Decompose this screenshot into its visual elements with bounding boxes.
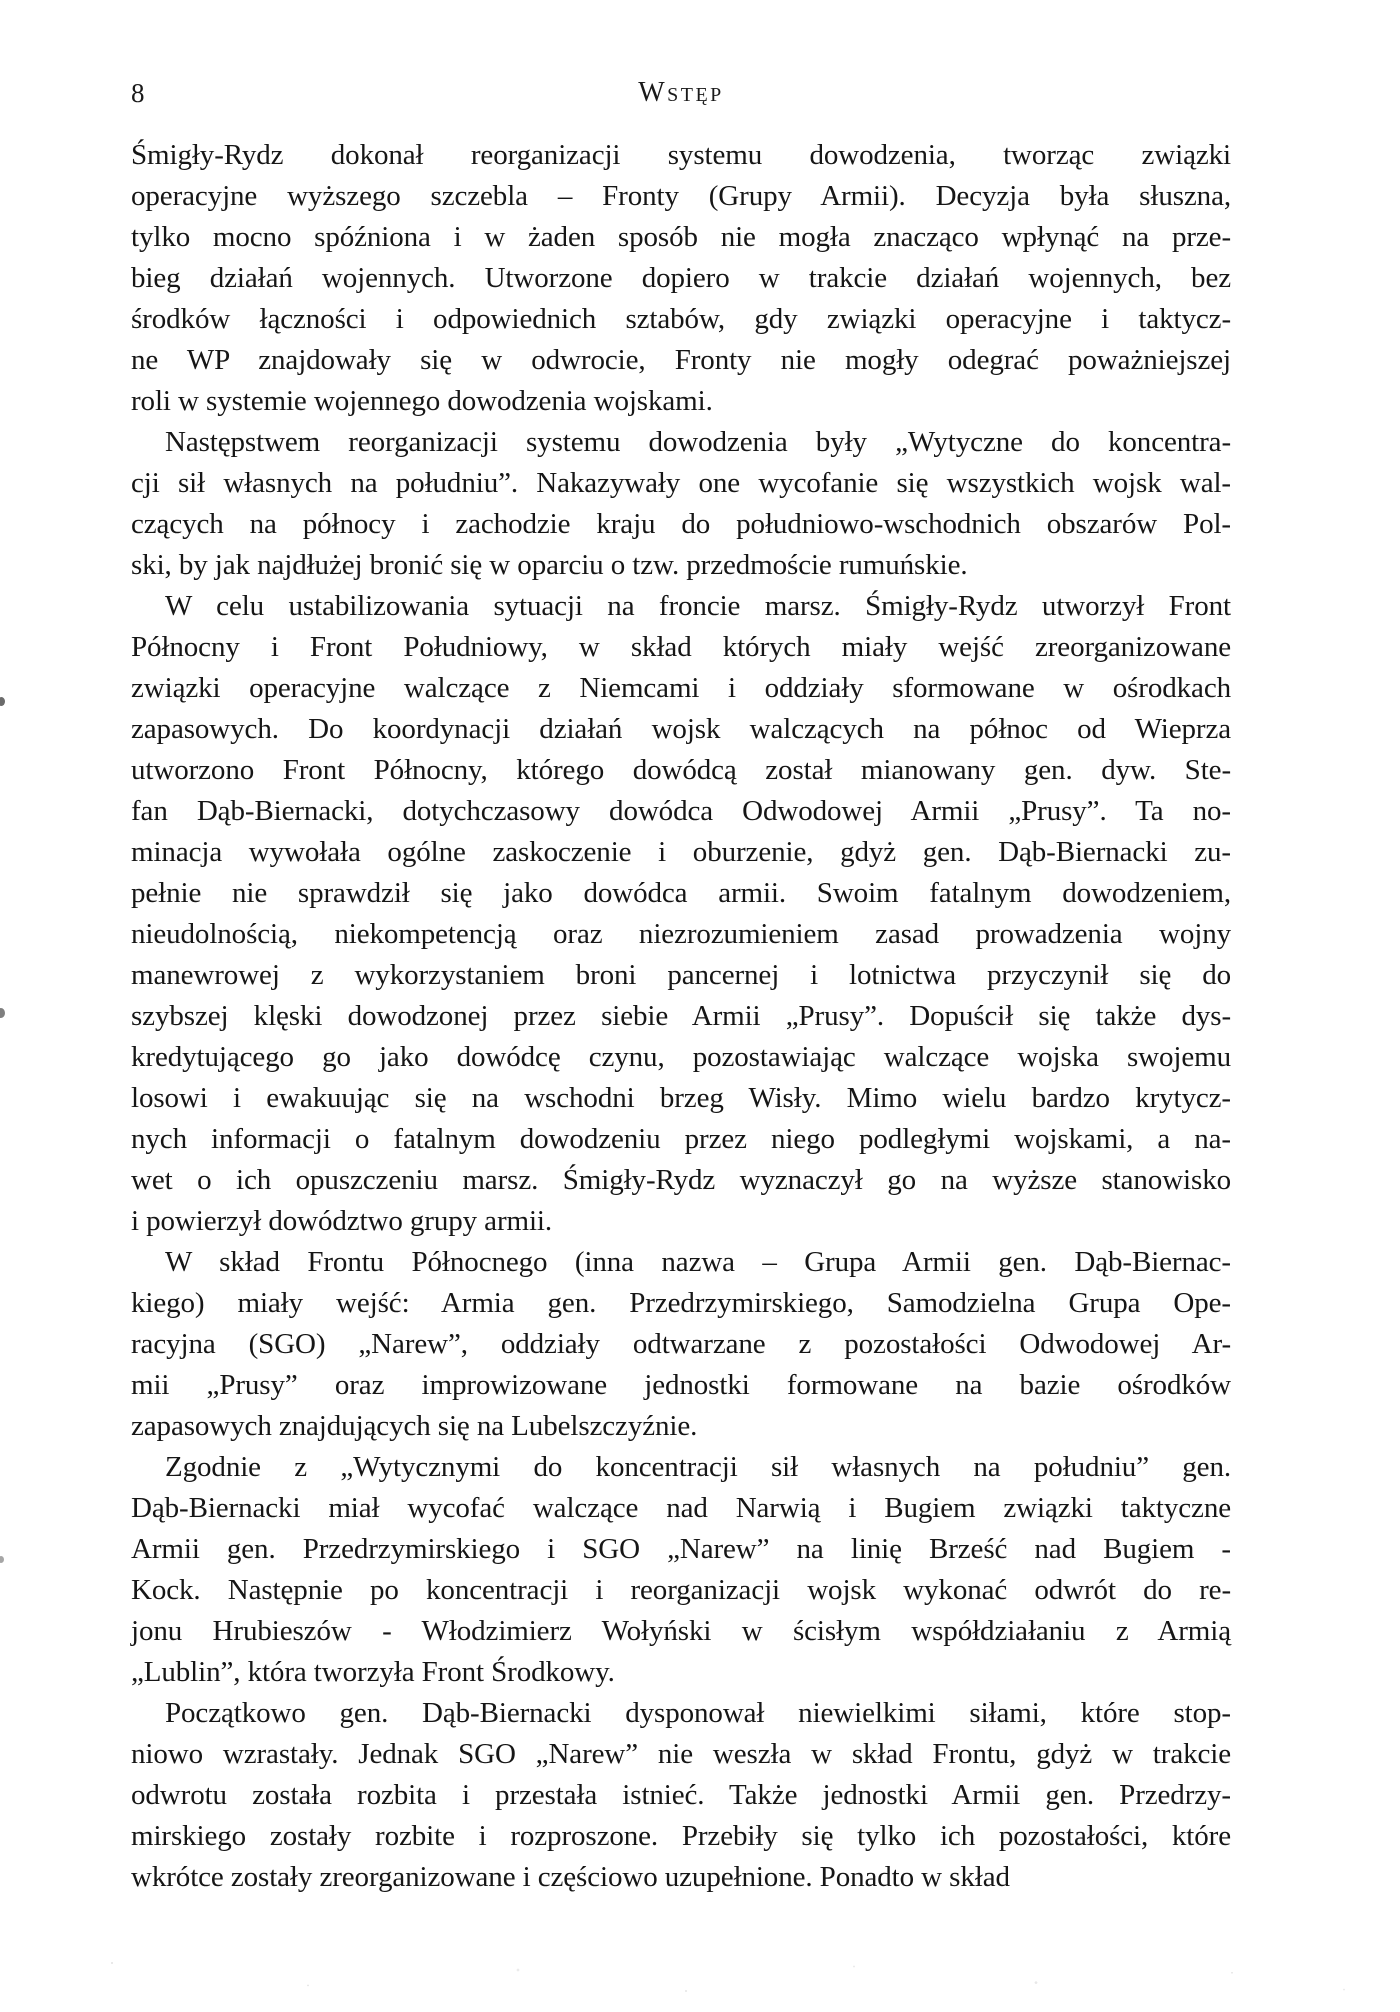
text-line: roli w systemie wojennego dowodzenia wojskami.: [131, 385, 713, 417]
text-line: Zgodnie z „Wytycznymi do koncentracji sił własnych na południu” gen.: [165, 1451, 1231, 1483]
text-line: Kock. Następnie po koncentracji i reorganizacji wojsk wykonać odwrót do re-: [131, 1574, 1231, 1606]
text-line: Północny i Front Południowy, w skład których miały wejść zreorganizowane: [131, 631, 1231, 663]
text-line: „Lublin”, która tworzyła Front Środkowy.: [131, 1656, 615, 1688]
text-line: mirskiego zostały rozbite i rozproszone. Przebiły się tylko ich pozostałości, które: [131, 1820, 1231, 1852]
text-line: Armii gen. Przedrzymirskiego i SGO „Narew” na linię Brześć nad Bugiem -: [131, 1533, 1231, 1565]
text-line: odwrotu została rozbita i przestała istnieć. Także jednostki Armii gen. Przedrzy-: [131, 1779, 1231, 1811]
text-line: nych informacji o fatalnym dowodzeniu przez niego podległymi wojskami, a na-: [131, 1123, 1231, 1155]
page-number: 8: [131, 78, 145, 108]
text-line: związki operacyjne walczące z Niemcami i oddziały sformowane w ośrodkach: [131, 672, 1231, 704]
text-line: Początkowo gen. Dąb-Biernacki dysponował niewielkimi siłami, które stop-: [165, 1697, 1231, 1729]
text-line: zapasowych. Do koordynacji działań wojsk walczących na północ od Wieprza: [131, 713, 1231, 745]
text-line: wet o ich opuszczeniu marsz. Śmigły-Rydz wyznaczył go na wyższe stanowisko: [131, 1164, 1231, 1196]
scan-speck-icon: [0, 1556, 4, 1563]
text-line: kredytującego go jako dowódcę czynu, pozostawiając walczące wojska swojemu: [131, 1041, 1231, 1073]
scan-speck-icon: [0, 697, 5, 706]
text-line: wkrótce zostały zreorganizowane i częściowo uzupełnione. Ponadto w skład: [131, 1861, 1010, 1893]
body-text: [131, 135, 1231, 1898]
text-line: ski, by jak najdłużej bronić się w oparciu o tzw. przedmoście rumuńskie.: [131, 549, 968, 581]
text-line: jonu Hrubieszów - Włodzimierz Wołyński w ścisłym współdziałaniu z Armią: [131, 1615, 1231, 1647]
text-line: Śmigły-Rydz dokonał reorganizacji systemu dowodzenia, tworząc związki: [131, 139, 1231, 171]
text-line: minacja wywołała ogólne zaskoczenie i oburzenie, gdyż gen. Dąb-Biernacki zu-: [131, 836, 1231, 868]
text-line: środków łączności i odpowiednich sztabów, gdy związki operacyjne i taktycz-: [131, 303, 1231, 335]
scan-speck-icon: [0, 1008, 5, 1018]
text-line: i powierzył dowództwo grupy armii.: [131, 1205, 553, 1237]
text-line: manewrowej z wykorzystaniem broni pancernej i lotnictwa przyczynił się do: [131, 959, 1231, 991]
text-line: czących na północy i zachodzie kraju do południowo-wschodnich obszarów Pol-: [131, 508, 1231, 540]
text-line: cji sił własnych na południu”. Nakazywały one wycofanie się wszystkich wojsk wal-: [131, 467, 1231, 499]
text-line: pełnie nie sprawdził się jako dowódca armii. Swoim fatalnym dowodzeniem,: [131, 877, 1231, 909]
text-line: ne WP znajdowały się w odwrocie, Fronty nie mogły odegrać poważniejszej: [131, 344, 1231, 376]
text-line: operacyjne wyższego szczebla – Fronty (Grupy Armii). Decyzja była słuszna,: [131, 180, 1231, 212]
chapter-header: Wstęp: [638, 77, 724, 108]
text-line: tylko mocno spóźniona i w żaden sposób nie mogła znacząco wpłynąć na prze-: [131, 221, 1231, 253]
text-line: W skład Frontu Północnego (inna nazwa – Grupa Armii gen. Dąb-Biernac-: [165, 1246, 1231, 1278]
text-line: Dąb-Biernacki miał wycofać walczące nad Narwią i Bugiem związki taktyczne: [131, 1492, 1231, 1524]
text-line: szybszej klęski dowodzonej przez siebie Armii „Prusy”. Dopuścił się także dys-: [131, 1000, 1231, 1032]
text-line: losowi i ewakuując się na wschodni brzeg Wisły. Mimo wielu bardzo krytycz-: [131, 1082, 1231, 1114]
text-line: racyjna (SGO) „Narew”, oddziały odtwarzane z pozostałości Odwodowej Ar-: [131, 1328, 1231, 1360]
text-line: Następstwem reorganizacji systemu dowodzenia były „Wytyczne do koncentra-: [165, 426, 1231, 458]
text-line: niowo wzrastały. Jednak SGO „Narew” nie weszła w skład Frontu, gdyż w trakcie: [131, 1738, 1231, 1770]
text-line: bieg działań wojennych. Utworzone dopiero w trakcie działań wojennych, bez: [131, 262, 1231, 294]
text-line: mii „Prusy” oraz improwizowane jednostki formowane na bazie ośrodków: [131, 1369, 1231, 1401]
text-line: W celu ustabilizowania sytuacji na froncie marsz. Śmigły-Rydz utworzył Front: [165, 590, 1231, 622]
text-line: nieudolnością, niekompetencją oraz niezrozumieniem zasad prowadzenia wojny: [131, 918, 1231, 950]
text-line: utworzono Front Północny, którego dowódcą został mianowany gen. dyw. Ste-: [131, 754, 1231, 786]
text-line: fan Dąb-Biernacki, dotychczasowy dowódca Odwodowej Armii „Prusy”. Ta no-: [131, 795, 1231, 827]
scan-noise-band: [0, 1942, 1400, 2012]
text-line: kiego) miały wejść: Armia gen. Przedrzymirskiego, Samodzielna Grupa Ope-: [131, 1287, 1231, 1319]
running-head: [131, 76, 1231, 110]
text-line: zapasowych znajdujących się na Lubelszczyźnie.: [131, 1410, 698, 1442]
